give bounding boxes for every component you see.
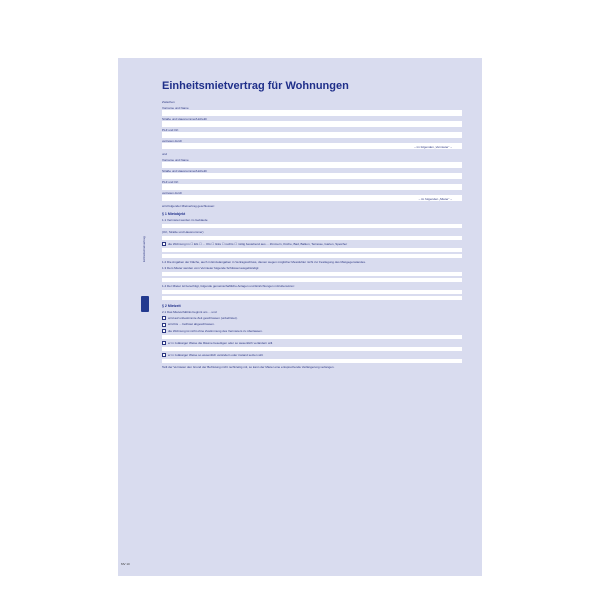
- checkbox[interactable]: [162, 323, 166, 327]
- address-field[interactable]: [162, 236, 462, 240]
- checkbox[interactable]: [162, 353, 166, 357]
- section1-p1: 1.1 Vermietet werden im Gebäude: [162, 218, 208, 222]
- checkbox[interactable]: [162, 341, 166, 345]
- brand-logo: [141, 296, 149, 312]
- reason-field-1[interactable]: [162, 335, 462, 339]
- party1-name-row: [162, 106, 462, 117]
- section2-opt3: [162, 329, 462, 333]
- tenant-street-field[interactable]: [162, 173, 462, 179]
- section2-footer: Teilt der Vermieter den Grund der Befristung nicht rechtzeitig mit, so kann der Mieter eine entsprechende Verlängerung verlangen.: [162, 365, 335, 370]
- party2-street-row: [162, 169, 462, 180]
- party1-rep-row: [162, 139, 462, 150]
- option-text: wird bis ... befristet abgeschlossen.: [168, 322, 215, 327]
- checkbox[interactable]: [162, 316, 166, 320]
- field-label: PLZ und Ort: [162, 128, 179, 132]
- keys-field-2[interactable]: [162, 278, 462, 282]
- rooms-field[interactable]: [162, 248, 462, 252]
- section2-opt1: [162, 316, 462, 320]
- party2-intro: und: [162, 152, 168, 156]
- field-label: Straße und Hausnummer/Hofreith: [162, 117, 208, 121]
- closing-text: wird folgender Mietvertrag geschlossen:: [162, 204, 216, 208]
- landlord-city-field[interactable]: [162, 132, 462, 138]
- section1-p4: 1.4 Der Mieter ist berechtigt, folgende gemeinschaftliche Anlagen und Einrichtungen mitzubenutzen:: [162, 284, 295, 289]
- section1-address-label: (Ort, Straße und Hausnummer): [162, 230, 204, 234]
- party1-street-row: [162, 117, 462, 128]
- tenant-city-field[interactable]: [162, 184, 462, 190]
- option-text: er in zulässiger Weise die Räume beseitigen oder so wesentlich verändern will.: [168, 340, 273, 345]
- tenant-rep-field[interactable]: [162, 195, 462, 201]
- option-text: die Wohnung ist nicht ohne Zustimmung des Vermieters zu überlassen.: [168, 328, 263, 333]
- page-code: MV 10: [121, 562, 130, 566]
- field-label: PLZ und Ort: [162, 180, 179, 184]
- shared-facilities-field-2[interactable]: [162, 296, 462, 300]
- landlord-role-note: – im folgenden „Vermieter“ –: [414, 145, 452, 149]
- field-label: vertreten durch: [162, 139, 183, 143]
- section1-heading: § 1 Mietobjekt: [162, 212, 186, 216]
- tenant-name-field[interactable]: [162, 162, 462, 168]
- landlord-name-field[interactable]: [162, 110, 462, 116]
- reason-field-3[interactable]: [162, 359, 462, 363]
- building-field[interactable]: [162, 224, 462, 228]
- party1-intro: Zwischen: [162, 100, 175, 104]
- keys-field[interactable]: [162, 272, 462, 276]
- party2-name-row: [162, 158, 462, 169]
- section2-opt4: [162, 341, 462, 345]
- party1-city-row: [162, 128, 462, 139]
- tenant-role-note: – im folgenden „Mieter“ –: [418, 197, 452, 201]
- party2-city-row: [162, 180, 462, 191]
- field-label: Vorname und Name: [162, 158, 189, 162]
- section1-p2: 1.2 Die Angaben der Fläche, auch in Einzelangaben in Vertragsschluss, dienen wegen möglicher Messfehler nicht zur Festlegung des Mietgegenstandes.: [162, 260, 366, 265]
- section1-p3: 1.3 Dem Mieter werden vom Vermieter folgende Schlüssel ausgehändigt:: [162, 266, 260, 271]
- party2-rep-row: [162, 191, 462, 202]
- reason-field-2[interactable]: [162, 347, 462, 351]
- section2-heading: § 2 Mietzeit: [162, 304, 181, 309]
- section2-p1: 2.1 Das Mietverhältnis beginnt am ... und: [162, 310, 217, 315]
- sidebar-text: Einheitsmietvertrag: [142, 236, 146, 262]
- section1-floor-line: [162, 242, 462, 246]
- contract-form: [162, 98, 462, 371]
- floor-text: die Wohnung im ☐ EG ☐ ... OG ☐ links ☐ rechts ☐ mittig bestehend aus ... Zimmern, Küche, Bad, Balkon, Terrasse, Garten, Speicher: [168, 242, 348, 246]
- extras-field[interactable]: [162, 254, 462, 258]
- page-title: Einheitsmietvertrag für Wohnungen: [162, 80, 349, 92]
- section2-opt2: [162, 322, 462, 326]
- checkbox[interactable]: [162, 242, 166, 246]
- landlord-street-field[interactable]: [162, 121, 462, 127]
- option-text: er in zulässiger Weise so wesentlich verändern oder instand setzen will.: [168, 353, 264, 358]
- field-label: Straße und Hausnummer/Hofreith: [162, 169, 208, 173]
- section2-opt5: [162, 353, 462, 357]
- shared-facilities-field[interactable]: [162, 290, 462, 294]
- option-text: wird auf unbestimmte Zeit geschlossen (unbefristet).: [168, 316, 238, 321]
- field-label: vertreten durch: [162, 191, 183, 195]
- checkbox[interactable]: [162, 329, 166, 333]
- field-label: Vorname und Name: [162, 106, 189, 110]
